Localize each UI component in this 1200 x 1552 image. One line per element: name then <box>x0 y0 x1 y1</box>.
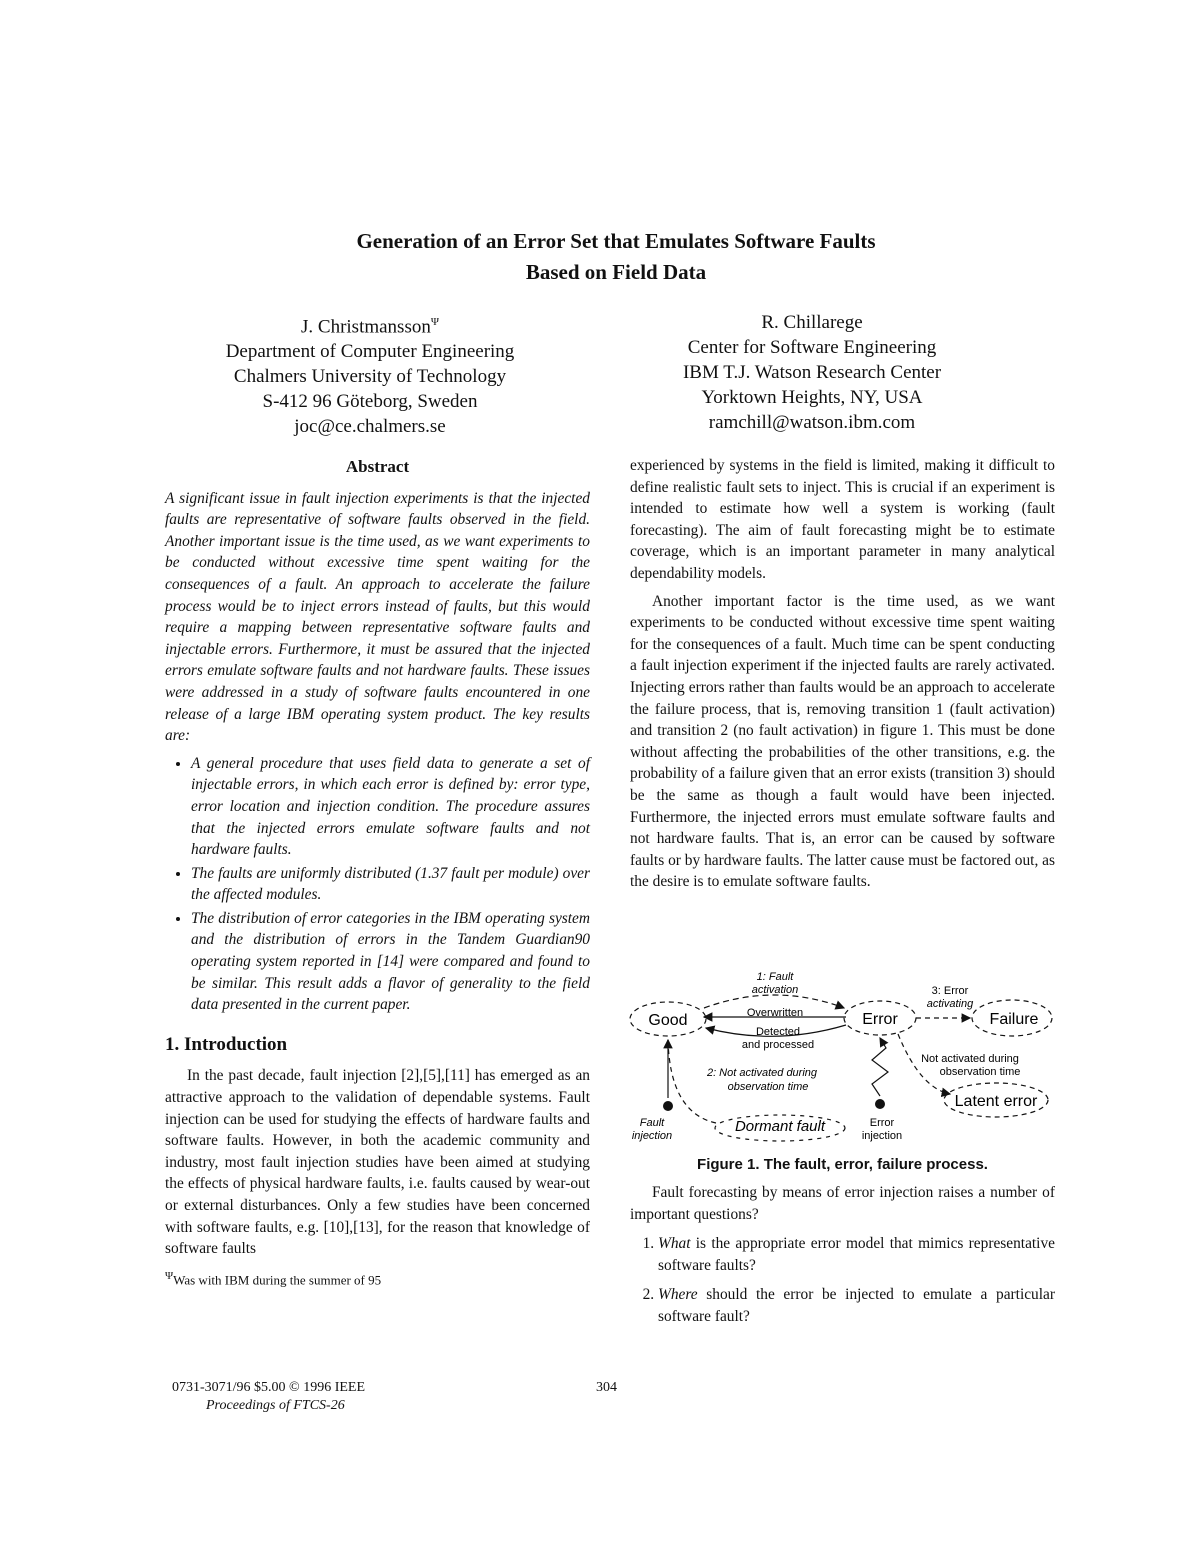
latent-error-label: Latent error <box>954 1093 1038 1110</box>
title-line-1: Generation of an Error Set that Emulates Software Faults <box>356 229 876 253</box>
error-injection-label: injection <box>861 1130 903 1142</box>
not-activated-label: observation time <box>939 1066 1021 1078</box>
detected-label: and processed <box>741 1039 815 1051</box>
figure-caption: Figure 1. The fault, error, failure process. <box>697 1156 988 1173</box>
list-item <box>658 1284 1055 1327</box>
not-activated-label: Not activated during <box>921 1053 1019 1065</box>
transition-2-label: 2: Not activated during <box>706 1067 818 1079</box>
transition-2-label: observation time <box>727 1081 809 1093</box>
good-label: Good <box>648 1012 688 1029</box>
list-item: • The faults are uniformly distributed (1.37 fault per module) over the affected modules. <box>191 863 590 906</box>
overwritten-label: Overwritten <box>746 1007 804 1019</box>
author-address: Yorktown Heights, NY, USA <box>701 387 923 408</box>
question-lead: Where <box>658 1286 698 1304</box>
transition-3-label: activating <box>926 998 974 1010</box>
question-text: is the appropriate error model that mimics representative software faults? <box>658 1235 1055 1274</box>
right-column-bottom <box>630 1182 1055 1336</box>
author-footnote-mark: Ψ <box>430 316 439 328</box>
copyright-line: 0731-3071/96 $5.00 © 1996 IEEE <box>172 1380 366 1395</box>
section-heading-introduction: 1. Introduction <box>165 1033 288 1055</box>
transition-1-label: activation <box>751 984 799 996</box>
questions-list <box>630 1233 1055 1327</box>
intro-paragraph: In the past decade, fault injection [2],[5],[11] has emerged as an attractive approach to the validation of dependable systems. Fault injection can be used for studying the effects of hardware faults and software faults. However, in both the academic community and industry, most fault injection studies have been aimed at studying the effects of physical hardware faults, i.e. faults caused by wear-out or external disturbances. Only a few studies have been concerned with software faults, e.g. [10],[13], for the reason that knowledge of software faults <box>165 1067 590 1258</box>
paragraph: experienced by systems in the field is limited, making it difficult to define realistic fault sets to inject. This is crucial if an experiment is intended to estimate how well a system is working (fault forecasting). The aim of fault forecasting might be to estimate coverage, which is an important parameter in many analytical dependability models. <box>630 457 1055 582</box>
list-item: • The distribution of error categories in the IBM operating system and the distribution of errors in the Tandem Guardian90 operating system reported in [14] were compared and found to be similar. This result adds a flavor of generality to the field data presented in the current paper. <box>191 908 590 1016</box>
detected-label: Detected <box>755 1026 801 1038</box>
abstract-text: A significant issue in fault injection experiments is that the injected faults are representative of software faults observed in the field. Another important issue is the time used, as we want experiments to be conducted without excessive time spent waiting for the consequences of a fault. An approach to accelerate the failure process would be to inject errors instead of faults, but this would require a mapping between representative software faults and injectable errors. Furthermore, it must be assured that the injected errors emulate software faults and not hardware faults. These issues were addressed in a study of software faults encountered in one release of a large IBM operating system product. The key results are: <box>165 489 590 745</box>
transition-2-loop <box>668 1040 716 1123</box>
paragraph: Fault forecasting by means of error injection raises a number of important questions? <box>630 1184 1055 1223</box>
author-affiliation: IBM T.J. Watson Research Center <box>682 362 942 383</box>
paragraph: Another important factor is the time used, as we want experiments to be conducted without excessive time spent waiting for the consequences of a fault. Much time can be spent conducting a fault injection experiment if the injected faults are rarely activated. Injecting errors rather than faults would be an approach to accelerate the failure process, that is, removing transition 1 (fault activation) and transition 2 (no fault activation) in figure 1. This must be done without affecting the probabilities of the other transitions, e.g. the probability of a failure given that an error exists (transition 3) should be the same as though a fault would have been injected. Furthermore, the injected errors must emulate software faults and not hardware faults. That is, an error can be caused by software faults or by hardware faults. The latter cause must be factored out, as the desire is to emulate software faults. <box>630 592 1055 891</box>
abstract-heading: Abstract <box>345 457 410 476</box>
list-item: • A general procedure that uses field data to generate a set of injectable errors, in which each error is defined by: error type, error location and injection condition. The procedure assures that the injected errors emulate software faults and not hardware faults. <box>191 753 590 861</box>
error-injection-label: Error <box>869 1117 895 1129</box>
error-injection-arrow <box>872 1038 888 1096</box>
author-name: J. Christmansson <box>301 316 431 338</box>
author-email[interactable]: joc@ce.chalmers.se <box>294 416 446 438</box>
author-affiliation: Chalmers University of Technology <box>233 366 507 388</box>
page-number: 304 <box>596 1380 617 1395</box>
footnote-text: Was with IBM during the summer of 95 <box>173 1272 382 1288</box>
dormant-fault-label: Dormant fault <box>734 1118 826 1135</box>
paper-title <box>0 226 1200 288</box>
proceedings-line: Proceedings of FTCS-26 <box>206 1398 345 1413</box>
fault-injection-label: Fault <box>639 1117 665 1129</box>
author-block-2 <box>612 310 1012 435</box>
transition-3-label: 3: Error <box>931 985 969 997</box>
question-lead: What <box>658 1235 691 1253</box>
author-name: R. Chillarege <box>761 312 863 333</box>
left-column <box>165 456 590 1291</box>
author-email[interactable]: ramchill@watson.ibm.com <box>708 412 916 433</box>
failure-label: Failure <box>989 1011 1039 1028</box>
author-affiliation: Center for Software Engineering <box>687 337 937 358</box>
author-address: S-412 96 Göteborg, Sweden <box>262 391 478 413</box>
footnote <box>165 1266 590 1291</box>
right-column-top <box>630 455 1055 893</box>
footnote-mark: Ψ <box>165 1269 174 1282</box>
title-line-2: Based on Field Data <box>525 260 707 284</box>
figure-fault-error-failure <box>600 968 1060 1150</box>
fault-injection-dot <box>663 1101 673 1111</box>
fault-injection-label: injection <box>631 1130 673 1142</box>
error-injection-dot <box>875 1099 885 1109</box>
abstract-results-list <box>165 753 590 1016</box>
question-text: should the error be injected to emulate a particular software fault? <box>658 1286 1055 1325</box>
transition-1-label: 1: Fault <box>756 971 794 983</box>
author-block-1 <box>170 310 570 439</box>
error-label: Error <box>862 1011 898 1028</box>
list-item <box>658 1233 1055 1276</box>
author-affiliation: Department of Computer Engineering <box>225 341 515 363</box>
